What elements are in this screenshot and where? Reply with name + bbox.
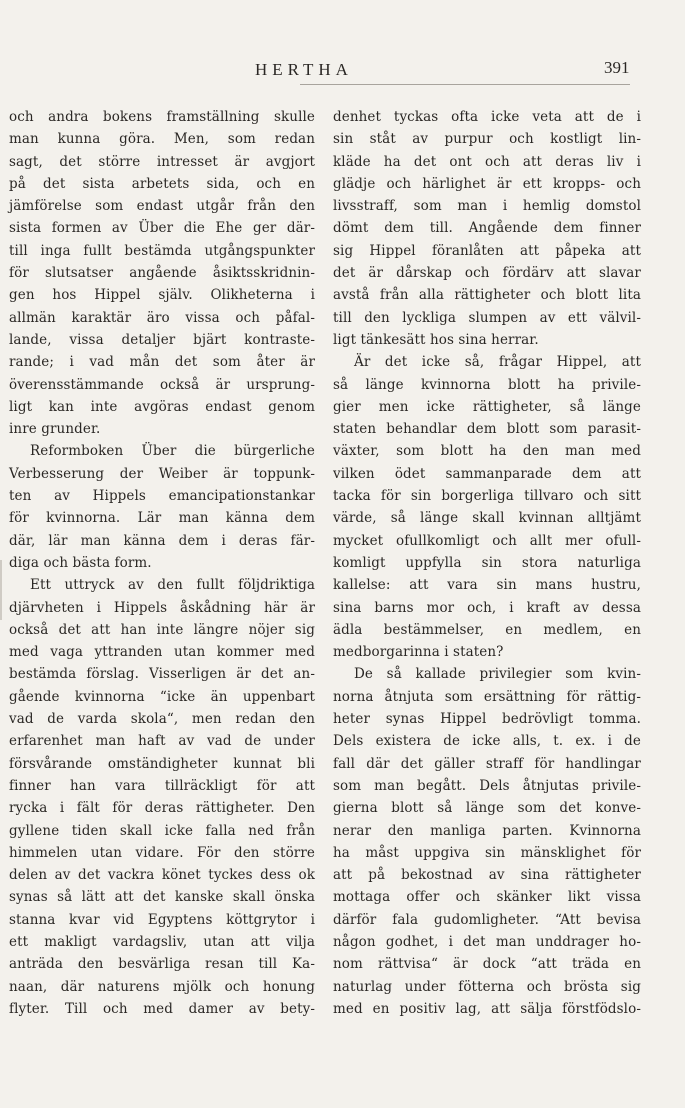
- text-line: till den lyckliga slumpen av ett välvil-: [333, 309, 641, 326]
- text-line: ädla bestämmelser, en medlem, en: [333, 621, 641, 638]
- text-line: ligt tänkesätt hos sina herrar.: [333, 331, 539, 348]
- text-line: så länge kvinnorna blott ha privile-: [333, 376, 641, 393]
- text-line: till inga fullt bestämda utgångspunkter: [9, 242, 315, 259]
- text-line: finner han vara tillräckligt för att: [9, 777, 315, 794]
- text-line: sista formen av Über die Ehe ger där-: [9, 220, 315, 237]
- text-line: någon godhet, i det man unddrager ho-: [333, 933, 641, 950]
- text-line: värde, så länge skall kvinnan alltjämt: [333, 510, 641, 527]
- text-line: diga och bästa form.: [9, 554, 152, 571]
- text-line: mottaga offer och skänker likt vissa: [333, 889, 641, 906]
- text-line: man kunna göra. Men, som redan: [9, 131, 315, 148]
- text-line: vad de varda skola“, men redan den: [9, 711, 315, 728]
- text-line: och andra bokens framställning skulle: [9, 109, 315, 125]
- text-line: kallelse: att vara sin mans hustru,: [333, 577, 641, 594]
- text-line: himmelen utan vidare. För den större: [9, 844, 315, 861]
- text-line: att på bekostnad av sina rättigheter: [333, 867, 641, 884]
- text-line: kläde ha det ont och att deras liv i: [333, 153, 641, 170]
- text-line: staten behandlar dem blott som parasit-: [333, 421, 641, 438]
- text-line: därför fala gudomligheter. “Att bevisa: [333, 911, 641, 928]
- text-line: mycket ofullkomligt och allt mer ofull-: [333, 532, 641, 549]
- text-line: anträda den besvärliga resan till Ka-: [9, 956, 315, 973]
- text-line: överensstämmande också är ursprung-: [9, 376, 315, 393]
- text-line: bestämda förslag. Visserligen är det an-: [9, 666, 315, 683]
- text-line: tacka för sin borgerliga tillvaro och sitt: [333, 488, 641, 505]
- text-line: heter synas Hippel bedrövligt tomma.: [333, 711, 641, 728]
- text-line: gyllene tiden skall icke falla ned från: [9, 822, 315, 839]
- text-column-right: [333, 106, 641, 1020]
- text-line: norna åtnjuta som ersättning för rättig-: [333, 688, 641, 705]
- text-line: gen hos Hippel själv. Olikheterna i: [9, 287, 315, 304]
- running-title: HERTHA: [255, 60, 353, 79]
- text-line: sig Hippel föranlåten att påpeka att: [333, 242, 641, 259]
- text-line: sina barns mor och, i kraft av dessa: [333, 599, 641, 616]
- text-line: för kvinnorna. Lär man känna dem: [9, 510, 315, 527]
- text-line: De så kallade privilegier som kvin-: [354, 666, 641, 683]
- text-line: allmän karaktär äro vissa och påfal-: [9, 309, 315, 326]
- text-line: rycka i fält för deras rättigheter. Den: [9, 800, 315, 817]
- page-number: 391: [604, 58, 630, 77]
- text-line: lande, vissa detaljer bjärt kontraste-: [9, 331, 315, 348]
- text-line: där, lär man känna dem i deras fär-: [9, 532, 315, 549]
- text-line: gierna blott så länge som det konve-: [333, 800, 641, 817]
- text-line: Dels existera de icke alls, t. ex. i de: [333, 733, 641, 750]
- text-line: ligt kan inte avgöras endast genom: [9, 398, 315, 415]
- text-line: Ett uttryck av den fullt följdriktiga: [30, 577, 315, 594]
- text-line: rande; i vad mån det som åter är: [9, 354, 315, 371]
- text-line: livsstraff, som man i hemlig domstol: [333, 198, 641, 215]
- text-line: nerar den manliga parten. Kvinnorna: [333, 822, 641, 839]
- text-line: delen av det vackra könet tyckes dess ok: [9, 867, 315, 884]
- page-edge-shadow: [0, 560, 2, 620]
- text-line: gier men icke rättigheter, så länge: [333, 398, 641, 415]
- text-line: på det sista arbetets sida, och en: [9, 175, 315, 192]
- text-line: växter, som blott ha den man med: [333, 443, 641, 460]
- text-line: komligt uppfylla sin stora naturliga: [333, 554, 641, 571]
- text-line: ha måst uppgiva sin mänsklighet för: [333, 844, 641, 861]
- text-line: jämförelse som endast utgår från den: [9, 198, 315, 215]
- text-line: erfarenhet man haft av vad de under: [9, 733, 315, 750]
- text-line: gående kvinnorna “icke än uppenbart: [9, 688, 315, 705]
- text-line: inre grunder.: [9, 421, 101, 438]
- text-line: Reformboken Über die bürgerliche: [30, 443, 315, 460]
- text-line: sin ståt av purpur och kostligt lin-: [333, 131, 641, 148]
- text-line: ett makligt vardagsliv, utan att vilja: [9, 933, 315, 950]
- text-line: Verbesserung der Weiber är toppunk-: [9, 465, 315, 482]
- text-line: det är dårskap och fördärv att slavar: [333, 265, 641, 282]
- text-line: medborgarinna i staten?: [333, 644, 504, 661]
- text-line: flyter. Till och med damer av bety-: [9, 1000, 315, 1017]
- text-line: glädje och härlighet är ett kropps- och: [333, 175, 641, 192]
- text-line: naan, där naturens mjölk och honung: [9, 978, 315, 995]
- text-column-left: [9, 106, 315, 1020]
- text-line: denhet tyckas ofta icke veta att de i: [333, 109, 641, 125]
- text-line: djärvheten i Hippels åskådning här är: [9, 599, 315, 616]
- text-line: med vaga yttranden utan kommer med: [9, 644, 315, 661]
- text-line: synas så lätt att det kanske skall önska: [9, 889, 315, 906]
- text-line: naturlag under fötterna och brösta sig: [333, 978, 641, 995]
- header-rule: [300, 84, 630, 85]
- text-line: för slutsatser angående åsiktsskridnin-: [9, 265, 315, 282]
- text-line: vilken ödet sammanparade dem att: [333, 465, 641, 482]
- text-line: dömt dem till. Angående dem finner: [333, 220, 641, 237]
- text-line: fall där det gäller straff för handlingar: [333, 755, 641, 772]
- text-line: sagt, det större intresset är avgjort: [9, 153, 315, 170]
- text-line: Är det icke så, frågar Hippel, att: [354, 354, 641, 371]
- text-line: också det att han inte längre nöjer sig: [9, 621, 315, 638]
- text-line: ten av Hippels emancipationstankar: [9, 488, 315, 505]
- text-line: nom rättvisa“ är dock “att träda en: [333, 956, 641, 973]
- text-line: stanna kvar vid Egyptens köttgrytor i: [9, 911, 315, 928]
- text-line: som man begått. Dels åtnjutas privile-: [333, 777, 641, 794]
- text-line: försvårande omständigheter kunnat bli: [9, 755, 315, 772]
- text-line: med en positiv lag, att sälja förstfödslo-: [333, 1000, 641, 1017]
- text-line: avstå från alla rättigheter och blott lita: [333, 287, 641, 304]
